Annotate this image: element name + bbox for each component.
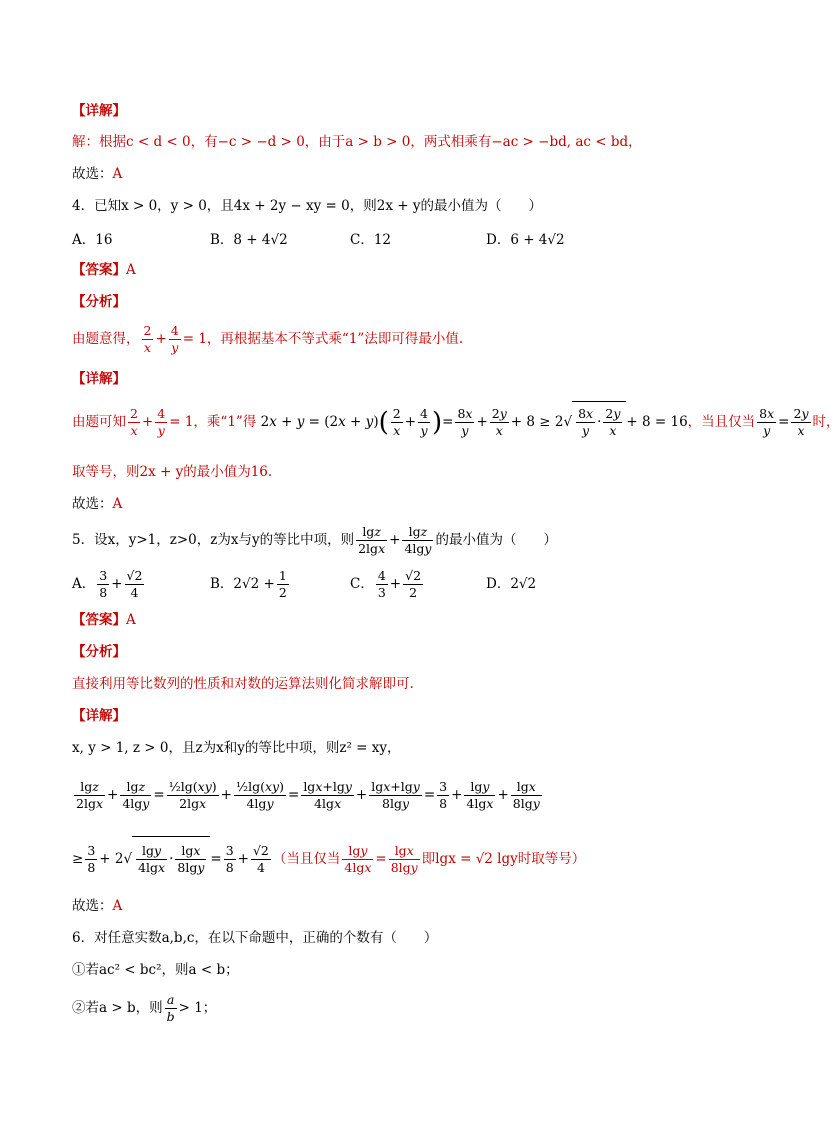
q5-detail-line1: x, y > 1, z > 0，且z为x和y的等比中项，则z² = xy，: [72, 740, 401, 756]
q6-stem: 6．对任意实数a,b,c，在以下命题中，正确的个数有（ ）: [72, 930, 438, 946]
q5-option-c: C． $\frac{4}{3}$ + $\frac{√2}{2}$: [350, 568, 422, 600]
q4-stem: 4．已知x > 0，y > 0，且4x + 2y − xy = 0，则2x + y的最小值为（ ）: [72, 198, 542, 214]
q4-detail: 由题可知 $\frac{2}{x}$ + $\frac{4}{y}$ = 1，乘“1”得 2x + y = (2x + y)( $\frac{2}{x}$ + $\frac{4}{y}$ )= $\frac{8x}{y}$ + $\frac{2y}{x}$ + 8 ≥ 2√ $\frac{8x}{y}$ · $\frac{2y}{x}$ + 8 = 16，当且仅当 $\frac{8x}{y}$ = $\frac{2y}{x}$ 时，: [72, 401, 840, 443]
q4-analysis-heading: 【分析】: [72, 294, 126, 310]
q4-choice: 故选：A: [72, 496, 123, 512]
q5-analysis-heading: 【分析】: [72, 644, 126, 660]
q5-answer: 【答案】A: [72, 612, 136, 628]
q5-option-d: D．2√2: [486, 576, 537, 592]
q5-detail-derivation: $\frac{\lg z}{2\lg x}$ + $\frac{\lg z}{4\lg y}$ = $\frac{\text{½lg(xy)}}{2\lg x}$ + $\frac{\text{½lg(xy)}}{4\lg y}$ = $\frac{\lg x+\lg y}{4\lg x}$ + $\frac{\lg x+\lg y}{8\lg y}$ = $\frac{3}{8}$ + $\frac{\lg y}{4\lg x}$ + $\frac{\lg x}{8\lg y}$: [76, 779, 540, 811]
q5-detail-heading: 【详解】: [72, 708, 126, 724]
q4-detail-heading: 【详解】: [72, 371, 126, 387]
q5-analysis: 直接利用等比数列的性质和对数的运算法则化简求解即可.: [72, 676, 414, 692]
q5-detail-inequality: ≥ $\frac{3}{8}$ + 2√ $\frac{\lg y}{4\lg x}$ · $\frac{\lg x}{8\lg y}$ = $\frac{3}{8}$ + $\frac{√2}{4}$ （当且仅当 $\frac{\lg y}{4\lg x}$ = $\frac{\lg x}{8\lg y}$ 即lgx = √2 lgy时取等号）: [72, 836, 585, 881]
q4-analysis: 由题意得， $\frac{2}{x}$ + $\frac{4}{y}$ = 1，再根据基本不等式乘“1”法即可得最小值.: [72, 323, 464, 355]
q5-stem: 5．设x，y>1，z>0，z为x与y的等比中项，则 $\frac{\lg z}{2\lg x}$ + $\frac{\lg z}{4\lg y}$ 的最小值为（ ）: [72, 524, 557, 556]
q6-item-1: ①若ac² < bc²，则a < b；: [72, 962, 239, 978]
q5-choice: 故选：A: [72, 898, 123, 914]
q4-answer: 【答案】A: [72, 262, 136, 278]
q3-choice: 故选：A: [72, 166, 123, 182]
q5-option-b: B．2√2 + $\frac{1}{2}$: [210, 568, 287, 600]
q4-option-b: B．8 + 4√2: [210, 232, 288, 248]
detail-heading: 【详解】: [72, 103, 126, 119]
q5-option-a: A． $\frac{3}{8}$ + $\frac{√2}{4}$: [72, 568, 143, 600]
q4-detail-line2: 取等号，则2x + y的最小值为16.: [72, 464, 273, 480]
q4-option-a: A．16: [72, 232, 113, 248]
q4-option-c: C．12: [350, 232, 392, 248]
q6-item-2: ②若a > b，则 $\frac{a}{b}$ > 1；: [72, 992, 217, 1024]
q4-option-d: D．6 + 4√2: [486, 232, 565, 248]
q3-solution: 解：根据c < d < 0，有−c > −d > 0，由于a > b > 0，两式相乘有−ac > −bd, ac < bd，: [72, 134, 642, 150]
